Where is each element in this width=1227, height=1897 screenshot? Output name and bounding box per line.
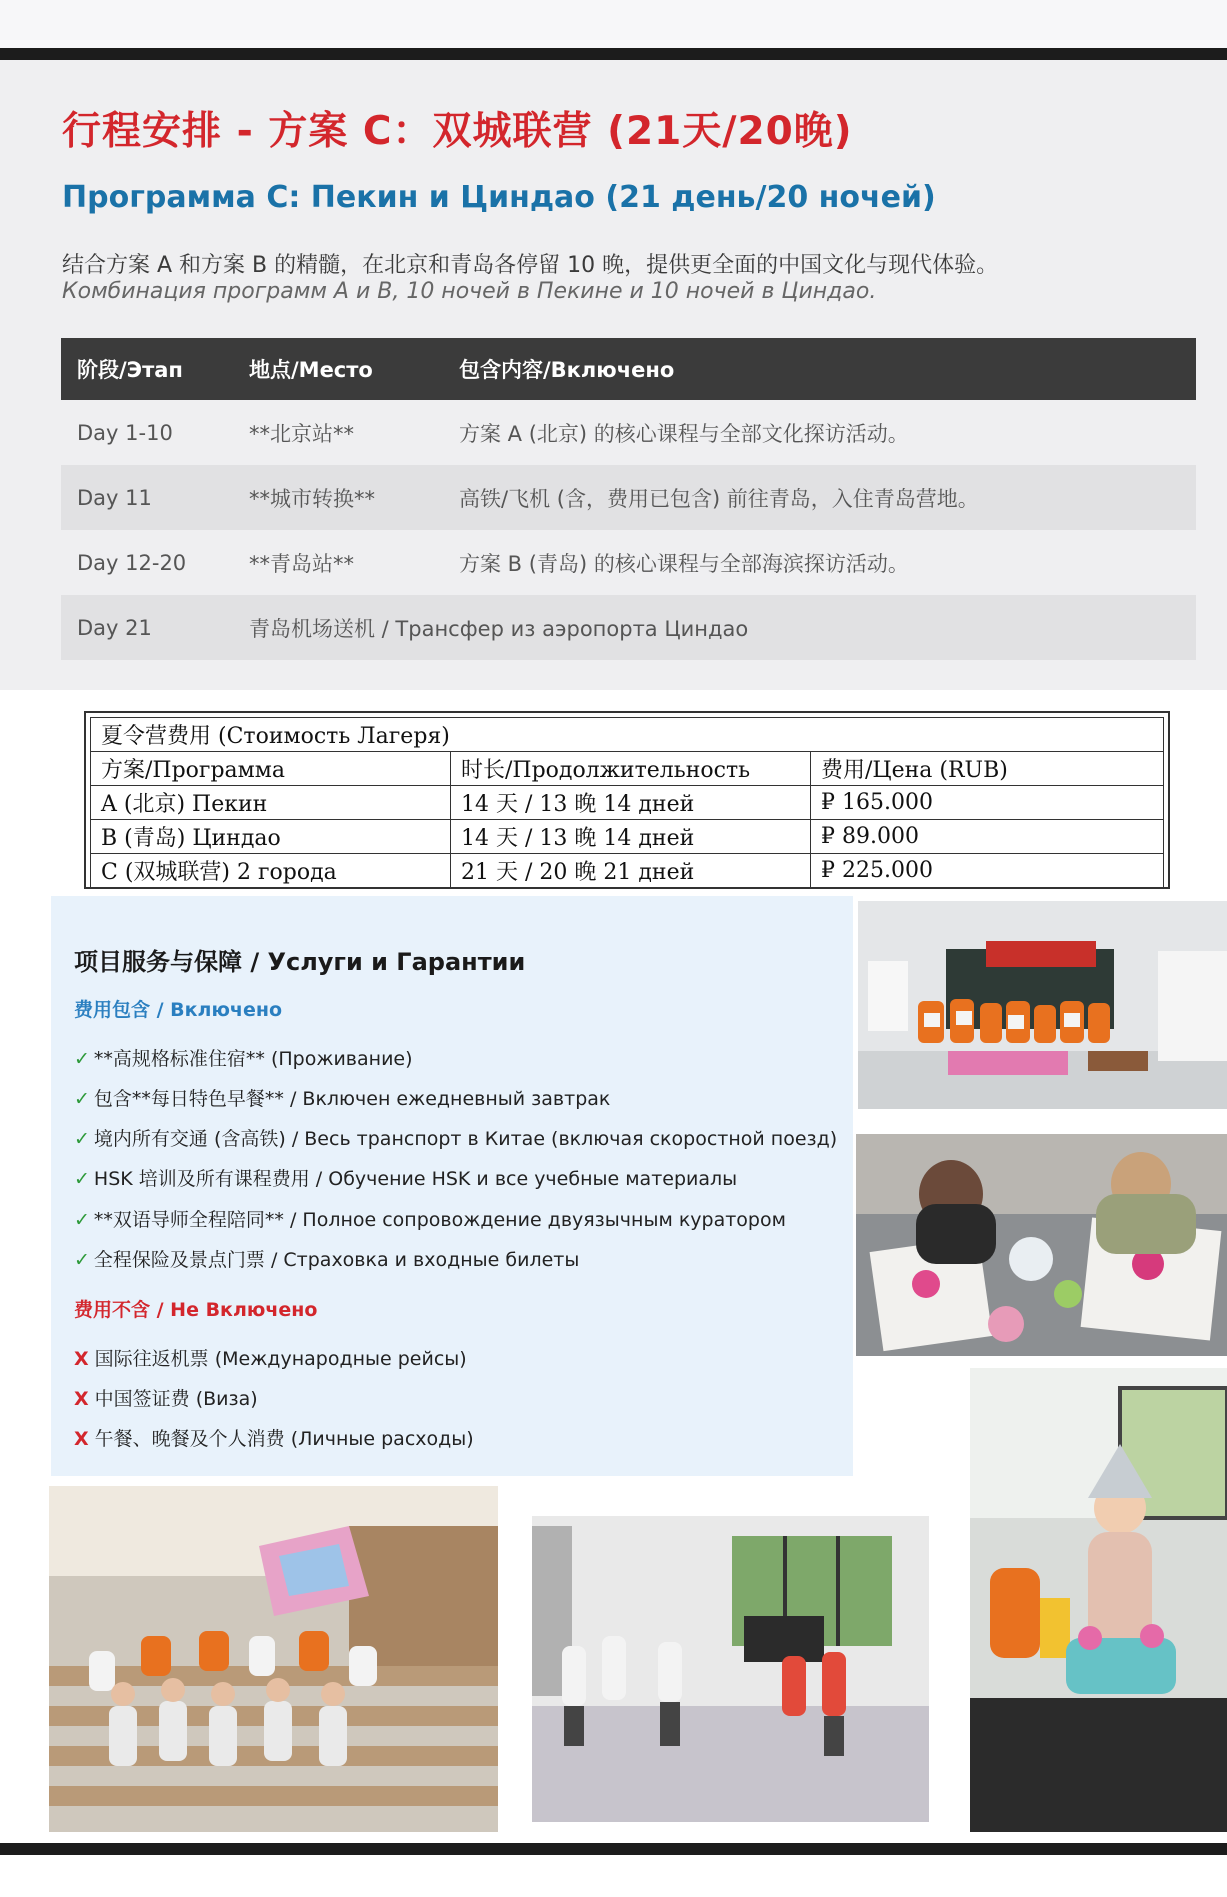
included-item-text: 包含**每日特色早餐** / Включен ежедневный завтрак <box>93 1088 611 1110</box>
included-item <box>74 1205 786 1232</box>
included-item-text: 境内所有交通 (含高铁) / Весь транспорт в Китае (включая скоростной поезд) <box>93 1128 838 1150</box>
fee-table-title: 夏令营费用 (Стоимость Лагеря) <box>91 718 1164 752</box>
excluded-heading: 费用不含 / Не Включено <box>74 1299 318 1321</box>
row-stage: Day 11 <box>61 465 233 530</box>
included-item <box>74 1124 837 1151</box>
table-row <box>91 786 1164 820</box>
row-stage: Day 12-20 <box>61 530 233 595</box>
row-place: **北京站** <box>233 400 443 465</box>
fee-table <box>90 717 1164 888</box>
excluded-item <box>74 1424 474 1451</box>
row-place: 青岛机场送机 / Трансфер из аэропорта Циндао <box>233 595 1196 660</box>
fee-table-title-row <box>91 718 1164 752</box>
row-content: 高铁/飞机 (含，费用已包含) 前往青岛，入住青岛营地。 <box>443 465 1196 530</box>
checkmark-icon: ✓ <box>74 1249 90 1271</box>
row-content: 方案 B (青岛) 的核心课程与全部海滨探访活动。 <box>443 530 1196 595</box>
itinerary-description-cn: 结合方案 A 和方案 B 的精髓，在北京和青岛各停留 10 晚，提供更全面的中国文化与现代体验。 <box>62 253 999 278</box>
column-header-place: 地点/Место <box>233 338 443 400</box>
top-band <box>0 0 1227 48</box>
row-place: **城市转换** <box>233 465 443 530</box>
table-row <box>91 854 1164 888</box>
included-item-text: **双语导师全程陪同** / Полное сопровождение двуязычным куратором <box>93 1209 786 1231</box>
cross-icon: X <box>74 1428 89 1450</box>
fee-duration: 14 天 / 13 晚 14 дней <box>451 786 811 820</box>
bottom-divider <box>0 1843 1227 1855</box>
included-item <box>74 1164 737 1191</box>
itinerary-description-ru: Комбинация программ А и В, 10 ночей в Пекине и 10 ночей в Циндао. <box>62 279 877 304</box>
fee-table-box <box>84 711 1170 889</box>
photo-birthday-cake <box>970 1368 1227 1832</box>
included-item-text: **高规格标准住宿** (Проживание) <box>93 1048 413 1070</box>
included-item-text: HSK 培训及所有课程费用 / Обучение HSK и все учебные материалы <box>93 1168 738 1190</box>
excluded-item-text: 中国签证费 (Виза) <box>94 1388 258 1410</box>
services-title: 项目服务与保障 / Услуги и Гарантии <box>74 948 526 976</box>
fee-program: B (青岛) Циндао <box>91 820 451 854</box>
checkmark-icon: ✓ <box>74 1088 90 1110</box>
included-item <box>74 1044 413 1071</box>
fee-price: ₽ 89.000 <box>811 820 1164 854</box>
excluded-item-text: 国际往返机票 (Международные рейсы) <box>94 1348 467 1370</box>
checkmark-icon: ✓ <box>74 1128 90 1150</box>
checkmark-icon: ✓ <box>74 1048 90 1070</box>
fee-program: C (双城联营) 2 города <box>91 854 451 888</box>
cross-icon: X <box>74 1388 89 1410</box>
itinerary-title-cn: 行程安排 - 方案 C：双城联营 (21天/20晚) <box>62 109 853 154</box>
included-item <box>74 1084 610 1111</box>
checkmark-icon: ✓ <box>74 1209 90 1231</box>
table-row <box>61 400 1196 465</box>
excluded-item <box>74 1384 258 1411</box>
column-header-price: 费用/Цена (RUB) <box>811 752 1164 786</box>
column-header-program: 方案/Программа <box>91 752 451 786</box>
excluded-item <box>74 1344 467 1371</box>
column-header-content: 包含内容/Включено <box>443 338 1196 400</box>
column-header-stage: 阶段/Этап <box>61 338 233 400</box>
fee-duration: 21 天 / 20 晚 21 дней <box>451 854 811 888</box>
cross-icon: X <box>74 1348 89 1370</box>
itinerary-table <box>61 338 1196 660</box>
fee-duration: 14 天 / 13 晚 14 дней <box>451 820 811 854</box>
table-row <box>61 465 1196 530</box>
fee-price: ₽ 165.000 <box>811 786 1164 820</box>
photo-painting-class <box>856 1134 1227 1356</box>
top-divider <box>0 48 1227 60</box>
table-row <box>61 530 1196 595</box>
included-item <box>74 1245 579 1272</box>
itinerary-table-header <box>61 338 1196 400</box>
included-heading: 费用包含 / Включено <box>74 999 283 1021</box>
photo-dance-class <box>532 1516 929 1822</box>
column-header-duration: 时长/Продолжительность <box>451 752 811 786</box>
checkmark-icon: ✓ <box>74 1168 90 1190</box>
row-place: **青岛站** <box>233 530 443 595</box>
row-stage: Day 1-10 <box>61 400 233 465</box>
fee-table-header <box>91 752 1164 786</box>
photo-classroom-certificates <box>858 901 1227 1109</box>
table-row <box>91 820 1164 854</box>
excluded-item-text: 午餐、晚餐及个人消费 (Личные расходы) <box>94 1428 474 1450</box>
included-item-text: 全程保险及景点门票 / Страховка и входные билеты <box>93 1249 580 1271</box>
row-content: 方案 A (北京) 的核心课程与全部文化探访活动。 <box>443 400 1196 465</box>
fee-price: ₽ 225.000 <box>811 854 1164 888</box>
table-row <box>61 595 1196 660</box>
fee-program: A (北京) Пекин <box>91 786 451 820</box>
photo-group-with-flag <box>49 1486 498 1832</box>
row-stage: Day 21 <box>61 595 233 660</box>
itinerary-title-ru: Программа С: Пекин и Циндао (21 день/20 ночей) <box>62 180 936 215</box>
